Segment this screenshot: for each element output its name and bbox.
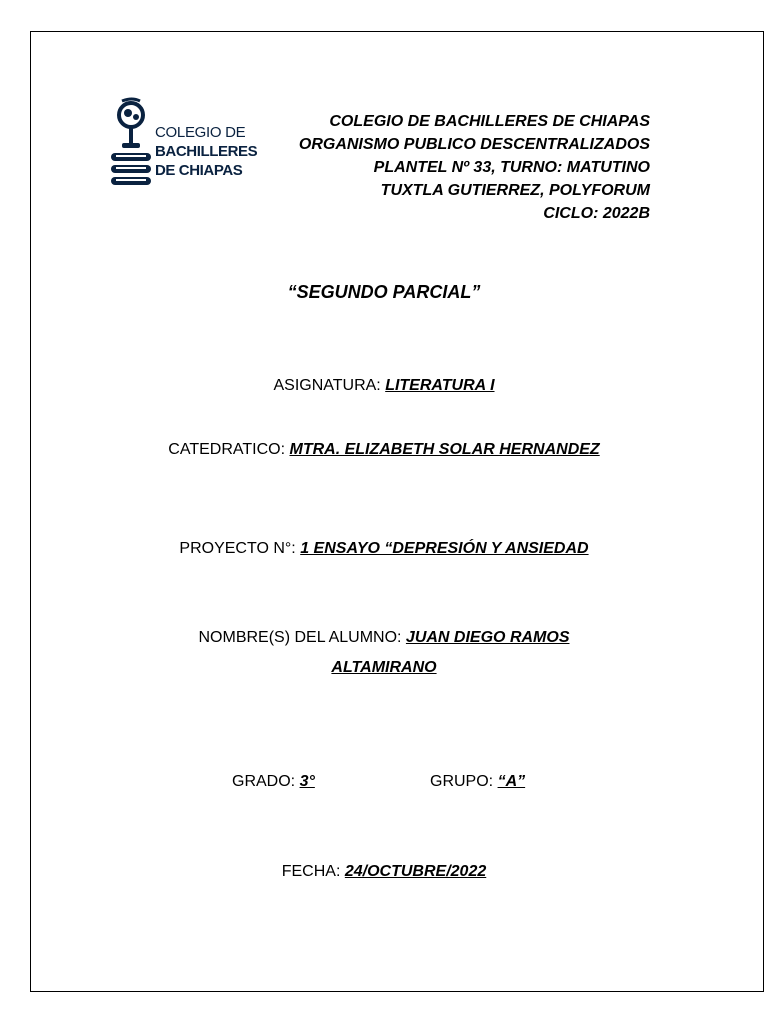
nombre-value-line-2: ALTAMIRANO xyxy=(331,659,437,676)
institution-header xyxy=(299,110,650,225)
logo-wordmark xyxy=(155,123,257,180)
grado-label: GRADO: xyxy=(232,773,300,790)
catedratico-value: MTRA. ELIZABETH SOLAR HERNANDEZ xyxy=(289,441,600,458)
nombre-label: NOMBRE(S) DEL ALUMNO: xyxy=(198,629,406,646)
grado-value: 3° xyxy=(299,773,315,790)
proyecto-value: 1 ENSAYO “DEPRESIÓN Y ANSIEDAD xyxy=(300,540,589,557)
document-title: “SEGUNDO PARCIAL” xyxy=(287,282,481,302)
proyecto-field xyxy=(0,540,768,558)
logo-line-3: DE CHIAPAS xyxy=(155,162,243,179)
fecha-value: 24/OCTUBRE/2022 xyxy=(344,863,487,880)
grupo-field xyxy=(430,773,525,791)
header-line-4: TUXTLA GUTIERREZ, POLYFORUM xyxy=(380,182,650,199)
asignatura-label: ASIGNATURA: xyxy=(273,377,386,394)
school-logo xyxy=(108,95,258,190)
catedratico-field xyxy=(0,441,768,459)
nombre-field xyxy=(0,623,768,683)
catedratico-label: CATEDRATICO: xyxy=(168,441,290,458)
fecha-field xyxy=(0,863,768,881)
grado-field xyxy=(232,773,315,791)
grupo-label: GRUPO: xyxy=(430,773,498,790)
proyecto-label: PROYECTO N°: xyxy=(179,540,301,557)
fecha-label: FECHA: xyxy=(281,863,345,880)
nombre-value-line-1: JUAN DIEGO RAMOS xyxy=(405,629,570,646)
header-line-1: COLEGIO DE BACHILLERES DE CHIAPAS xyxy=(329,113,650,130)
header-line-2: ORGANISMO PUBLICO DESCENTRALIZADOS xyxy=(298,136,650,153)
grupo-value: “A” xyxy=(497,773,526,790)
book-globe-icon xyxy=(108,95,154,190)
header-line-5: CICLO: 2022B xyxy=(543,205,650,222)
logo-line-2: BACHILLERES xyxy=(155,143,258,160)
header-line-3: PLANTEL Nº 33, TURNO: MATUTINO xyxy=(373,159,650,176)
asignatura-field xyxy=(0,377,768,395)
logo-line-1: COLEGIO DE xyxy=(155,124,246,141)
asignatura-value: LITERATURA I xyxy=(385,377,495,394)
